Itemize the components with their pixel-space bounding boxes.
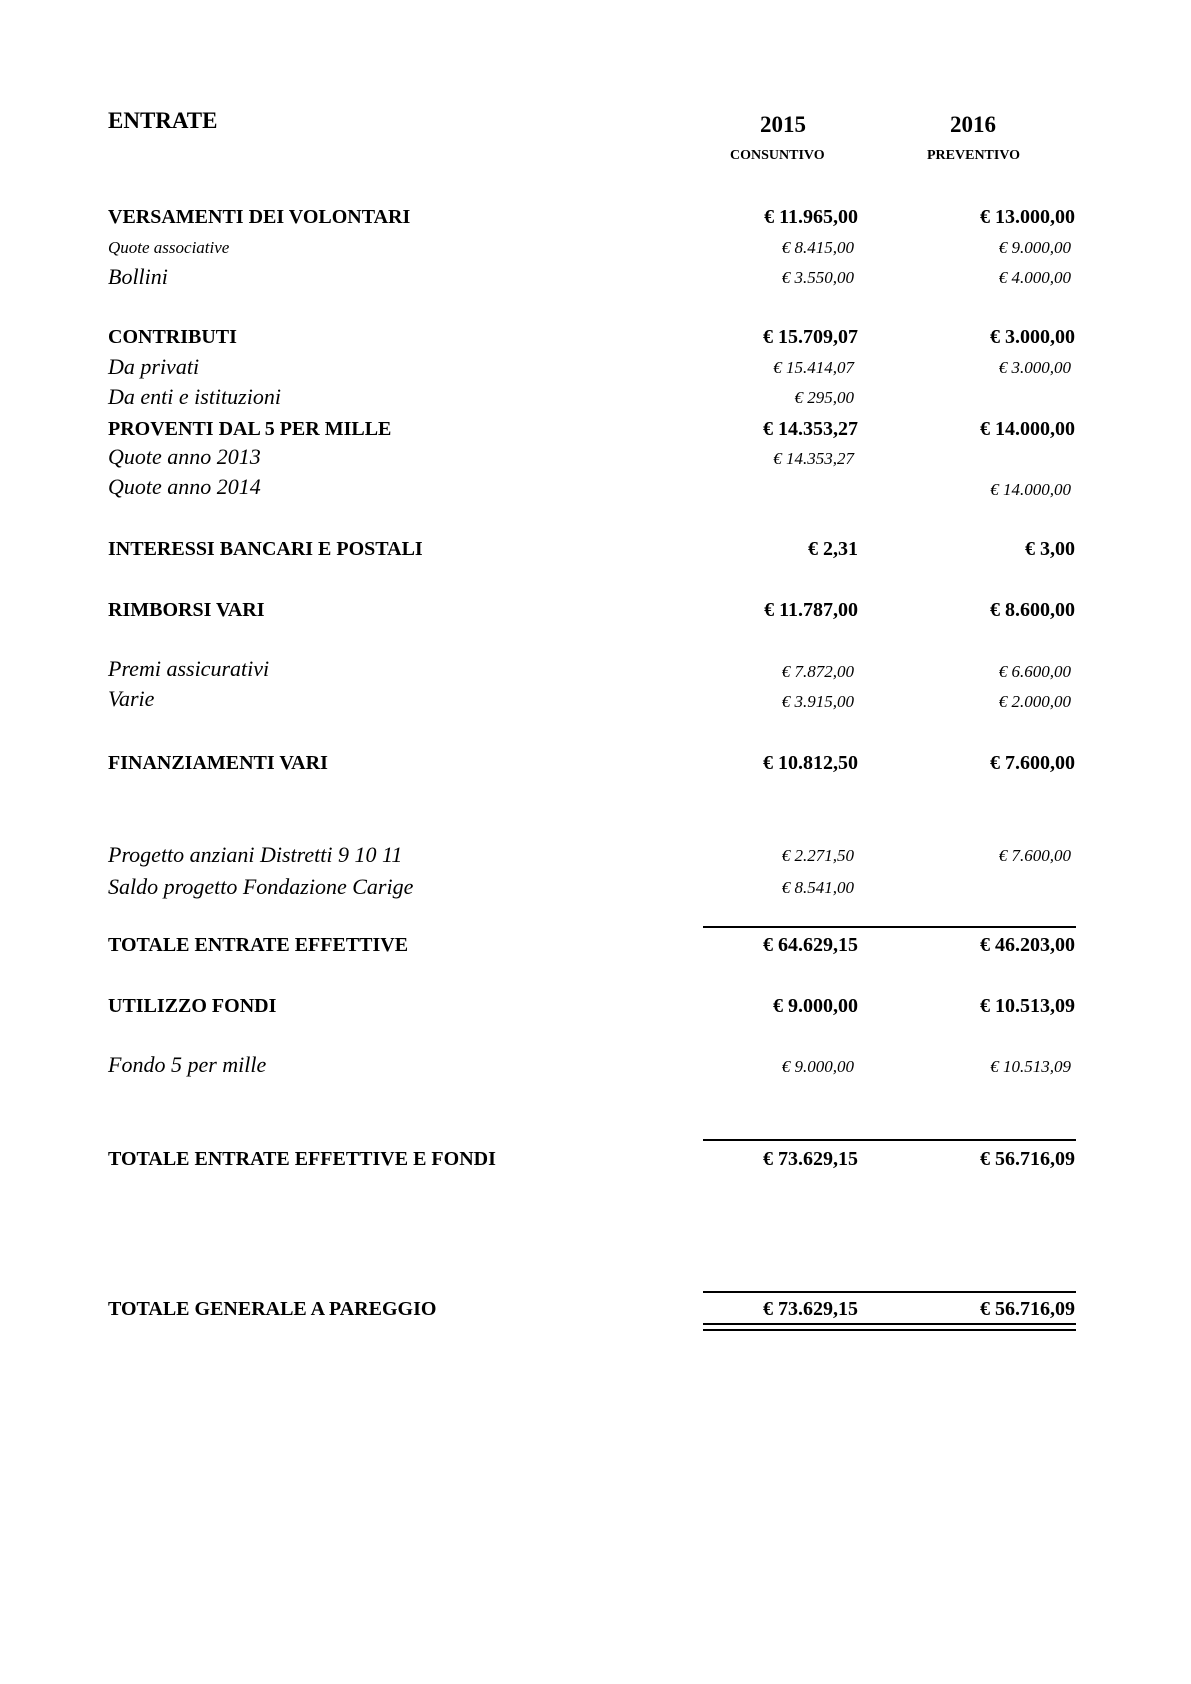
page-title: ENTRATE: [108, 108, 218, 133]
value-2016-totale-effettive-fondi: € 56.716,09: [980, 1148, 1075, 1170]
value-2015-totale-effettive-fondi: € 73.629,15: [763, 1148, 858, 1170]
row-label-proventi-5x1000: PROVENTI DAL 5 PER MILLE: [108, 418, 392, 440]
preventivo-heading: PREVENTIVO: [927, 148, 1021, 163]
row-label-interessi: INTERESSI BANCARI E POSTALI: [108, 538, 423, 560]
value-2015-quote-2013: € 14.353,27: [773, 449, 854, 468]
value-2016-da-privati: € 3.000,00: [998, 358, 1071, 377]
value-2015-da-enti: € 295,00: [794, 388, 854, 407]
value-2015-rimborsi: € 11.787,00: [764, 599, 858, 621]
row-label-contributi: CONTRIBUTI: [108, 326, 237, 348]
row-label-versamenti: VERSAMENTI DEI VOLONTARI: [108, 206, 411, 228]
year-2015-heading: 2015: [760, 112, 806, 137]
value-2015-proventi-5x1000: € 14.353,27: [763, 418, 858, 440]
value-2015-totale-generale: € 73.629,15: [763, 1298, 858, 1320]
value-2015-contributi: € 15.709,07: [763, 326, 858, 348]
year-2016-heading: 2016: [950, 112, 996, 137]
row-label-fondo-5x1000: Fondo 5 per mille: [108, 1052, 267, 1077]
total-rule: [703, 926, 1076, 928]
value-2015-versamenti: € 11.965,00: [764, 206, 858, 228]
value-2015-da-privati: € 15.414,07: [773, 358, 854, 377]
row-label-quote-2013: Quote anno 2013: [108, 444, 261, 469]
row-label-finanziamenti: FINANZIAMENTI VARI: [108, 752, 328, 774]
value-2015-utilizzo-fondi: € 9.000,00: [773, 995, 858, 1017]
row-label-varie: Varie: [108, 686, 155, 711]
total-rule: [703, 1291, 1076, 1293]
value-2015-premi: € 7.872,00: [781, 662, 854, 681]
row-label-rimborsi: RIMBORSI VARI: [108, 599, 265, 621]
value-2016-progetto-anziani: € 7.600,00: [998, 846, 1071, 865]
row-label-totale-generale: TOTALE GENERALE A PAREGGIO: [108, 1298, 437, 1320]
value-2016-bollini: € 4.000,00: [998, 268, 1071, 287]
value-2015-quote-associative: € 8.415,00: [781, 238, 854, 257]
total-rule: [703, 1139, 1076, 1141]
value-2016-quote-associative: € 9.000,00: [998, 238, 1071, 257]
value-2016-quote-2014: € 14.000,00: [990, 480, 1071, 499]
value-2016-finanziamenti: € 7.600,00: [990, 752, 1075, 774]
row-label-quote-associative: Quote associative: [108, 238, 230, 257]
value-2016-totale-generale: € 56.716,09: [980, 1298, 1075, 1320]
grand-total-double-rule: [703, 1323, 1076, 1331]
value-2015-finanziamenti: € 10.812,50: [763, 752, 858, 774]
value-2015-totale-effettive: € 64.629,15: [763, 934, 858, 956]
value-2015-fondo-5x1000: € 9.000,00: [781, 1057, 854, 1076]
value-2015-varie: € 3.915,00: [781, 692, 854, 711]
value-2015-interessi: € 2,31: [808, 538, 858, 560]
value-2016-interessi: € 3,00: [1025, 538, 1075, 560]
row-label-da-enti: Da enti e istituzioni: [108, 384, 281, 409]
row-label-progetto-anziani: Progetto anziani Distretti 9 10 11: [108, 842, 403, 867]
value-2015-bollini: € 3.550,00: [781, 268, 854, 287]
value-2016-premi: € 6.600,00: [998, 662, 1071, 681]
value-2015-progetto-anziani: € 2.271,50: [781, 846, 854, 865]
row-label-saldo-carige: Saldo progetto Fondazione Carige: [108, 874, 414, 899]
value-2016-totale-effettive: € 46.203,00: [980, 934, 1075, 956]
row-label-utilizzo-fondi: UTILIZZO FONDI: [108, 995, 277, 1017]
value-2016-versamenti: € 13.000,00: [980, 206, 1075, 228]
value-2016-proventi-5x1000: € 14.000,00: [980, 418, 1075, 440]
value-2016-contributi: € 3.000,00: [990, 326, 1075, 348]
row-label-quote-2014: Quote anno 2014: [108, 474, 261, 499]
value-2015-saldo-carige: € 8.541,00: [781, 878, 854, 897]
row-label-bollini: Bollini: [108, 264, 168, 289]
consuntivo-heading: CONSUNTIVO: [730, 148, 825, 163]
value-2016-fondo-5x1000: € 10.513,09: [990, 1057, 1071, 1076]
row-label-premi: Premi assicurativi: [108, 656, 270, 681]
row-label-totale-effettive-fondi: TOTALE ENTRATE EFFETTIVE E FONDI: [108, 1148, 496, 1170]
value-2016-utilizzo-fondi: € 10.513,09: [980, 995, 1075, 1017]
value-2016-rimborsi: € 8.600,00: [990, 599, 1075, 621]
value-2016-varie: € 2.000,00: [998, 692, 1071, 711]
row-label-da-privati: Da privati: [108, 354, 200, 379]
row-label-totale-effettive: TOTALE ENTRATE EFFETTIVE: [108, 934, 409, 956]
